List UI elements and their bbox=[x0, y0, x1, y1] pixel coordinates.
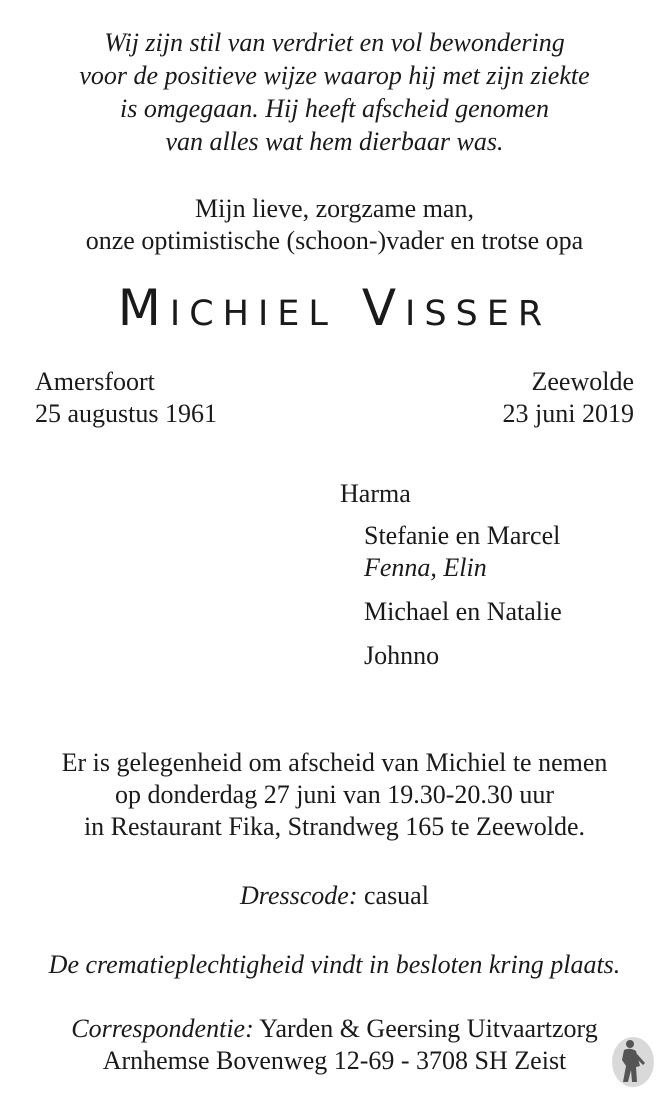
grandchildren-names: Fenna, Elin bbox=[364, 553, 487, 582]
correspondence-address: Arnhemse Bovenweg 12-69 - 3708 SH Zeist bbox=[102, 1046, 567, 1075]
dresscode-value: casual bbox=[363, 881, 429, 910]
intro-line: voor de positieve wijze waarop hij met zijn ziekte bbox=[79, 61, 590, 90]
birth-info bbox=[35, 366, 217, 430]
family-names: Johnno bbox=[364, 641, 440, 670]
correspondence-label: Correspondentie: bbox=[71, 1014, 254, 1043]
spouse-name: Harma bbox=[340, 479, 411, 508]
death-info bbox=[503, 366, 634, 430]
dresscode bbox=[0, 880, 669, 912]
intro-line: Wij zijn stil van verdriet en vol bewondering bbox=[104, 28, 565, 57]
subtitle-line: Mijn lieve, zorgzame man, bbox=[195, 194, 474, 223]
subtitle-text bbox=[0, 193, 669, 257]
dresscode-label: Dresscode: bbox=[240, 881, 358, 910]
family-group bbox=[364, 520, 562, 584]
intro-text bbox=[0, 26, 669, 158]
birth-place: Amersfoort bbox=[35, 367, 155, 396]
intro-line: is omgegaan. Hij heeft afscheid genomen bbox=[120, 94, 549, 123]
farewell-line: in Restaurant Fika, Strandweg 165 te Zeewolde. bbox=[83, 812, 586, 841]
undertaker-figure-logo-icon bbox=[610, 1030, 656, 1088]
subtitle-line: onze optimistische (schoon-)vader en trotse opa bbox=[85, 226, 584, 255]
family-group bbox=[364, 640, 562, 672]
correspondence bbox=[0, 1013, 669, 1077]
farewell-line: Er is gelegenheid om afscheid van Michiel te nemen bbox=[61, 748, 608, 777]
family-list bbox=[340, 478, 562, 684]
cremation-note: De crematieplechtigheid vindt in besloten kring plaats. bbox=[48, 950, 621, 979]
birth-date: 25 augustus 1961 bbox=[35, 399, 217, 428]
deceased-name-text: Michiel Visser bbox=[117, 279, 552, 337]
family-names: Michael en Natalie bbox=[364, 597, 562, 626]
correspondence-line bbox=[0, 1013, 669, 1045]
correspondence-company: Yarden & Geersing Uitvaartzorg bbox=[259, 1014, 598, 1043]
farewell-info bbox=[0, 747, 669, 843]
farewell-line: op donderdag 27 juni van 19.30-20.30 uur bbox=[114, 780, 555, 809]
death-date: 23 juni 2019 bbox=[502, 399, 634, 428]
intro-line: van alles wat hem dierbaar was. bbox=[165, 127, 504, 156]
family-group bbox=[364, 596, 562, 628]
family-names: Stefanie en Marcel bbox=[364, 521, 561, 550]
death-place: Zeewolde bbox=[531, 367, 634, 396]
deceased-name bbox=[0, 278, 669, 338]
